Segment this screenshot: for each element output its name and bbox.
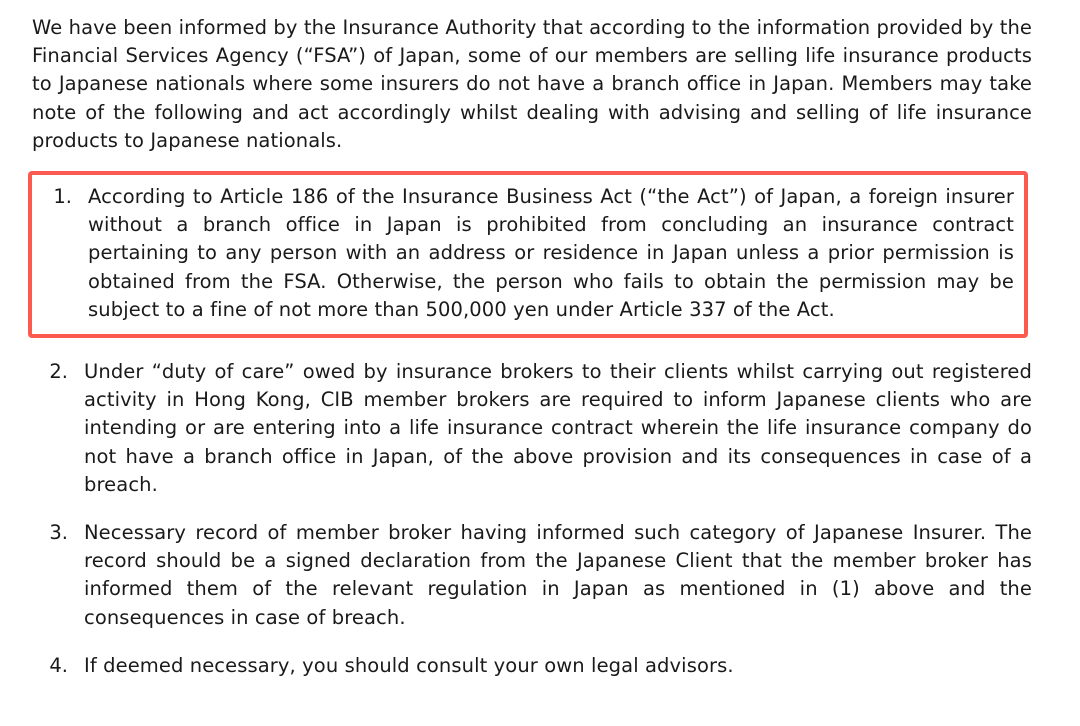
intro-paragraph: We have been informed by the Insurance Authority that according to the information provided by the Financial Services Agency (“FSA”) of Japan, some of our members are selling life insurance products to Japanese nationals where some insurers do not have a branch office in Japan. Members may take note of the following and act accordingly whilst dealing with advising and selling of life insurance products to Japanese nationals. [32, 16, 1032, 152]
list-item-text: Necessary record of member broker having informed such category of Japanese Insurer. The record should be a signed declaration from the Japanese Client that the member broker has informed them of the relevant regulation in Japan as mentioned in (1) above and the consequences in case of breach. [84, 521, 1032, 629]
list-item [28, 171, 1028, 338]
list-item [32, 358, 1032, 499]
list-item-number: 3. [49, 521, 68, 545]
list-item-text: According to Article 186 of the Insurance Business Act (“the Act”) of Japan, a foreign insurer without a branch office in Japan is prohibited from concluding an insurance contract pertaining to any person with an address or residence in Japan unless a prior permission is obtained from the FSA. Otherwise, the person who fails to obtain the permission may be subject to a fine of not more than 500,000 yen under Article 337 of the Act. [88, 185, 1014, 321]
list-item-number: 1. [53, 185, 72, 209]
numbered-list [32, 171, 1032, 680]
list-item-number: 2. [49, 360, 68, 384]
list-item-text: If deemed necessary, you should consult your own legal advisors. [84, 653, 734, 677]
list-item [32, 652, 1032, 680]
list-item-text: Under “duty of care” owed by insurance brokers to their clients whilst carrying out registered activity in Hong Kong, CIB member brokers are required to inform Japanese clients who are intending or are entering into a life insurance contract wherein the life insurance company do not have a branch office in Japan, of the above provision and its consequences in case of a breach. [84, 360, 1032, 496]
list-item [32, 519, 1032, 632]
list-item-number: 4. [49, 653, 68, 677]
